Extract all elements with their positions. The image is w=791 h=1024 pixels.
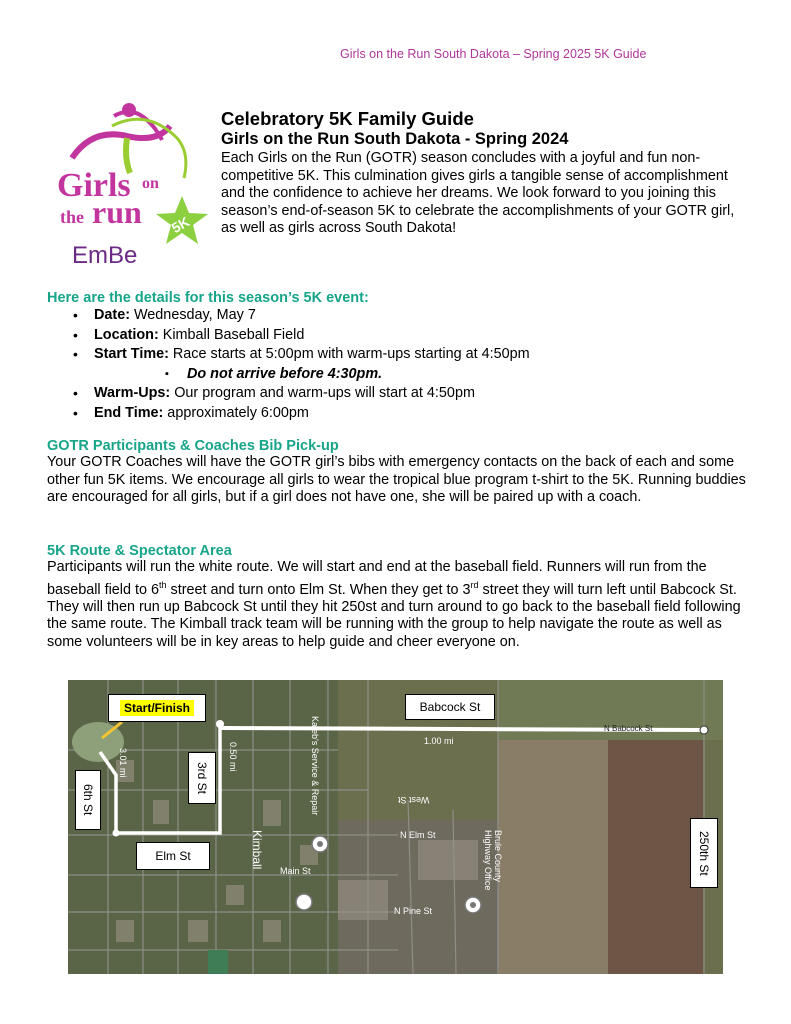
page-subtitle: Girls on the Run South Dakota - Spring 2024 <box>221 130 569 148</box>
detail-date: • Date: Wednesday, May 7 <box>47 306 747 326</box>
gotr-logo-icon <box>52 98 217 270</box>
route-heading: 5K Route & Spectator Area <box>47 543 232 559</box>
details-heading: Here are the details for this season’s 5K event: <box>47 290 369 306</box>
sixth-st-label: 6th St <box>75 770 101 830</box>
intro-paragraph: Each Girls on the Run (GOTR) season concludes with a joyful and fun non-competitive 5K. This culmination gives girls a tangible sense of accomplishment and the confidence to achieve her dreams. We look forward to you joining this season’s end-of-season 5K to celebrate the accomplishments of your GOTR girl, as well as girls across South Dakota! <box>221 150 735 236</box>
map-text-one-mi: 1.00 mi <box>424 736 454 746</box>
bib-heading: GOTR Participants & Coaches Bib Pick-up <box>47 438 339 454</box>
detail-start-note: ▪ Do not arrive before 4:30pm. <box>47 365 747 385</box>
map-text-kalebs: Kaleb's Service & Repair <box>310 716 320 816</box>
route-section <box>47 543 747 651</box>
svg-text:the: the <box>60 207 84 227</box>
babcock-st-label: Babcock St <box>405 694 495 720</box>
detail-start-time: • Start Time: Race starts at 5:00pm with warm-ups starting at 4:50pm <box>47 345 747 365</box>
svg-text:EmBe: EmBe <box>72 242 138 269</box>
bib-section <box>47 438 747 507</box>
route-paragraph: Participants will run the white route. We will start and end at the baseball field. Runners will run from the baseball field to 6th street and turn onto Elm St. When they get to 3rd street they will turn left until Babcock St. They will then run up Babcock St until they hit 250st and turn around to go back to the baseball field following the same route. The Kimball track team will be running with the group to help navigate the route as well as some volunteers will be in key areas to help guide and cheer everyone on. <box>47 559 741 650</box>
map-text-n-elm: N Elm St <box>400 830 436 840</box>
map-text-half-mi: 0.50 mi <box>228 742 238 772</box>
detail-warmups: • Warm-Ups: Our program and warm-ups will start at 4:50pm <box>47 384 747 404</box>
elm-st-label: Elm St <box>136 842 210 870</box>
map-text-n-pine: N Pine St <box>394 906 433 916</box>
map-text-three-mi: 3.01 mi <box>118 748 128 778</box>
detail-end-time: • End Time: approximately 6:00pm <box>47 404 747 424</box>
detail-location: • Location: Kimball Baseball Field <box>47 326 747 346</box>
page-title: Celebratory 5K Family Guide <box>221 108 474 129</box>
250th-st-label: 250th St <box>690 818 718 888</box>
title-block <box>221 108 751 238</box>
running-header: Girls on the Run South Dakota – Spring 2025 5K Guide <box>340 47 647 61</box>
start-finish-label: Start/Finish <box>108 694 206 722</box>
map-text-kimball: Kimball <box>250 830 264 870</box>
svg-text:run: run <box>92 194 142 230</box>
bib-paragraph: Your GOTR Coaches will have the GOTR girl’s bibs with emergency contacts on the back of each and some other fun 5K items. We encourage all girls to wear the tropical blue program t-shirt to the 5K. Running buddies are encouraged for all girls, but if a girl does not have one, she will be paired up with a coach. <box>47 454 746 505</box>
svg-text:Girls: Girls <box>57 167 131 204</box>
svg-text:5K: 5K <box>168 213 193 237</box>
third-st-label: 3rd St <box>188 752 216 804</box>
svg-text:on: on <box>142 175 159 192</box>
route-map <box>68 680 723 974</box>
gotr-logo <box>52 98 217 270</box>
map-text-brule: Brule County Highway Office <box>483 830 503 891</box>
map-text-n-babcock: N Babcock St <box>604 724 653 733</box>
details-list <box>47 306 747 423</box>
details-section <box>47 290 747 423</box>
map-text-main-st: Main St <box>280 866 311 876</box>
map-text-west-st: West St <box>398 795 430 805</box>
